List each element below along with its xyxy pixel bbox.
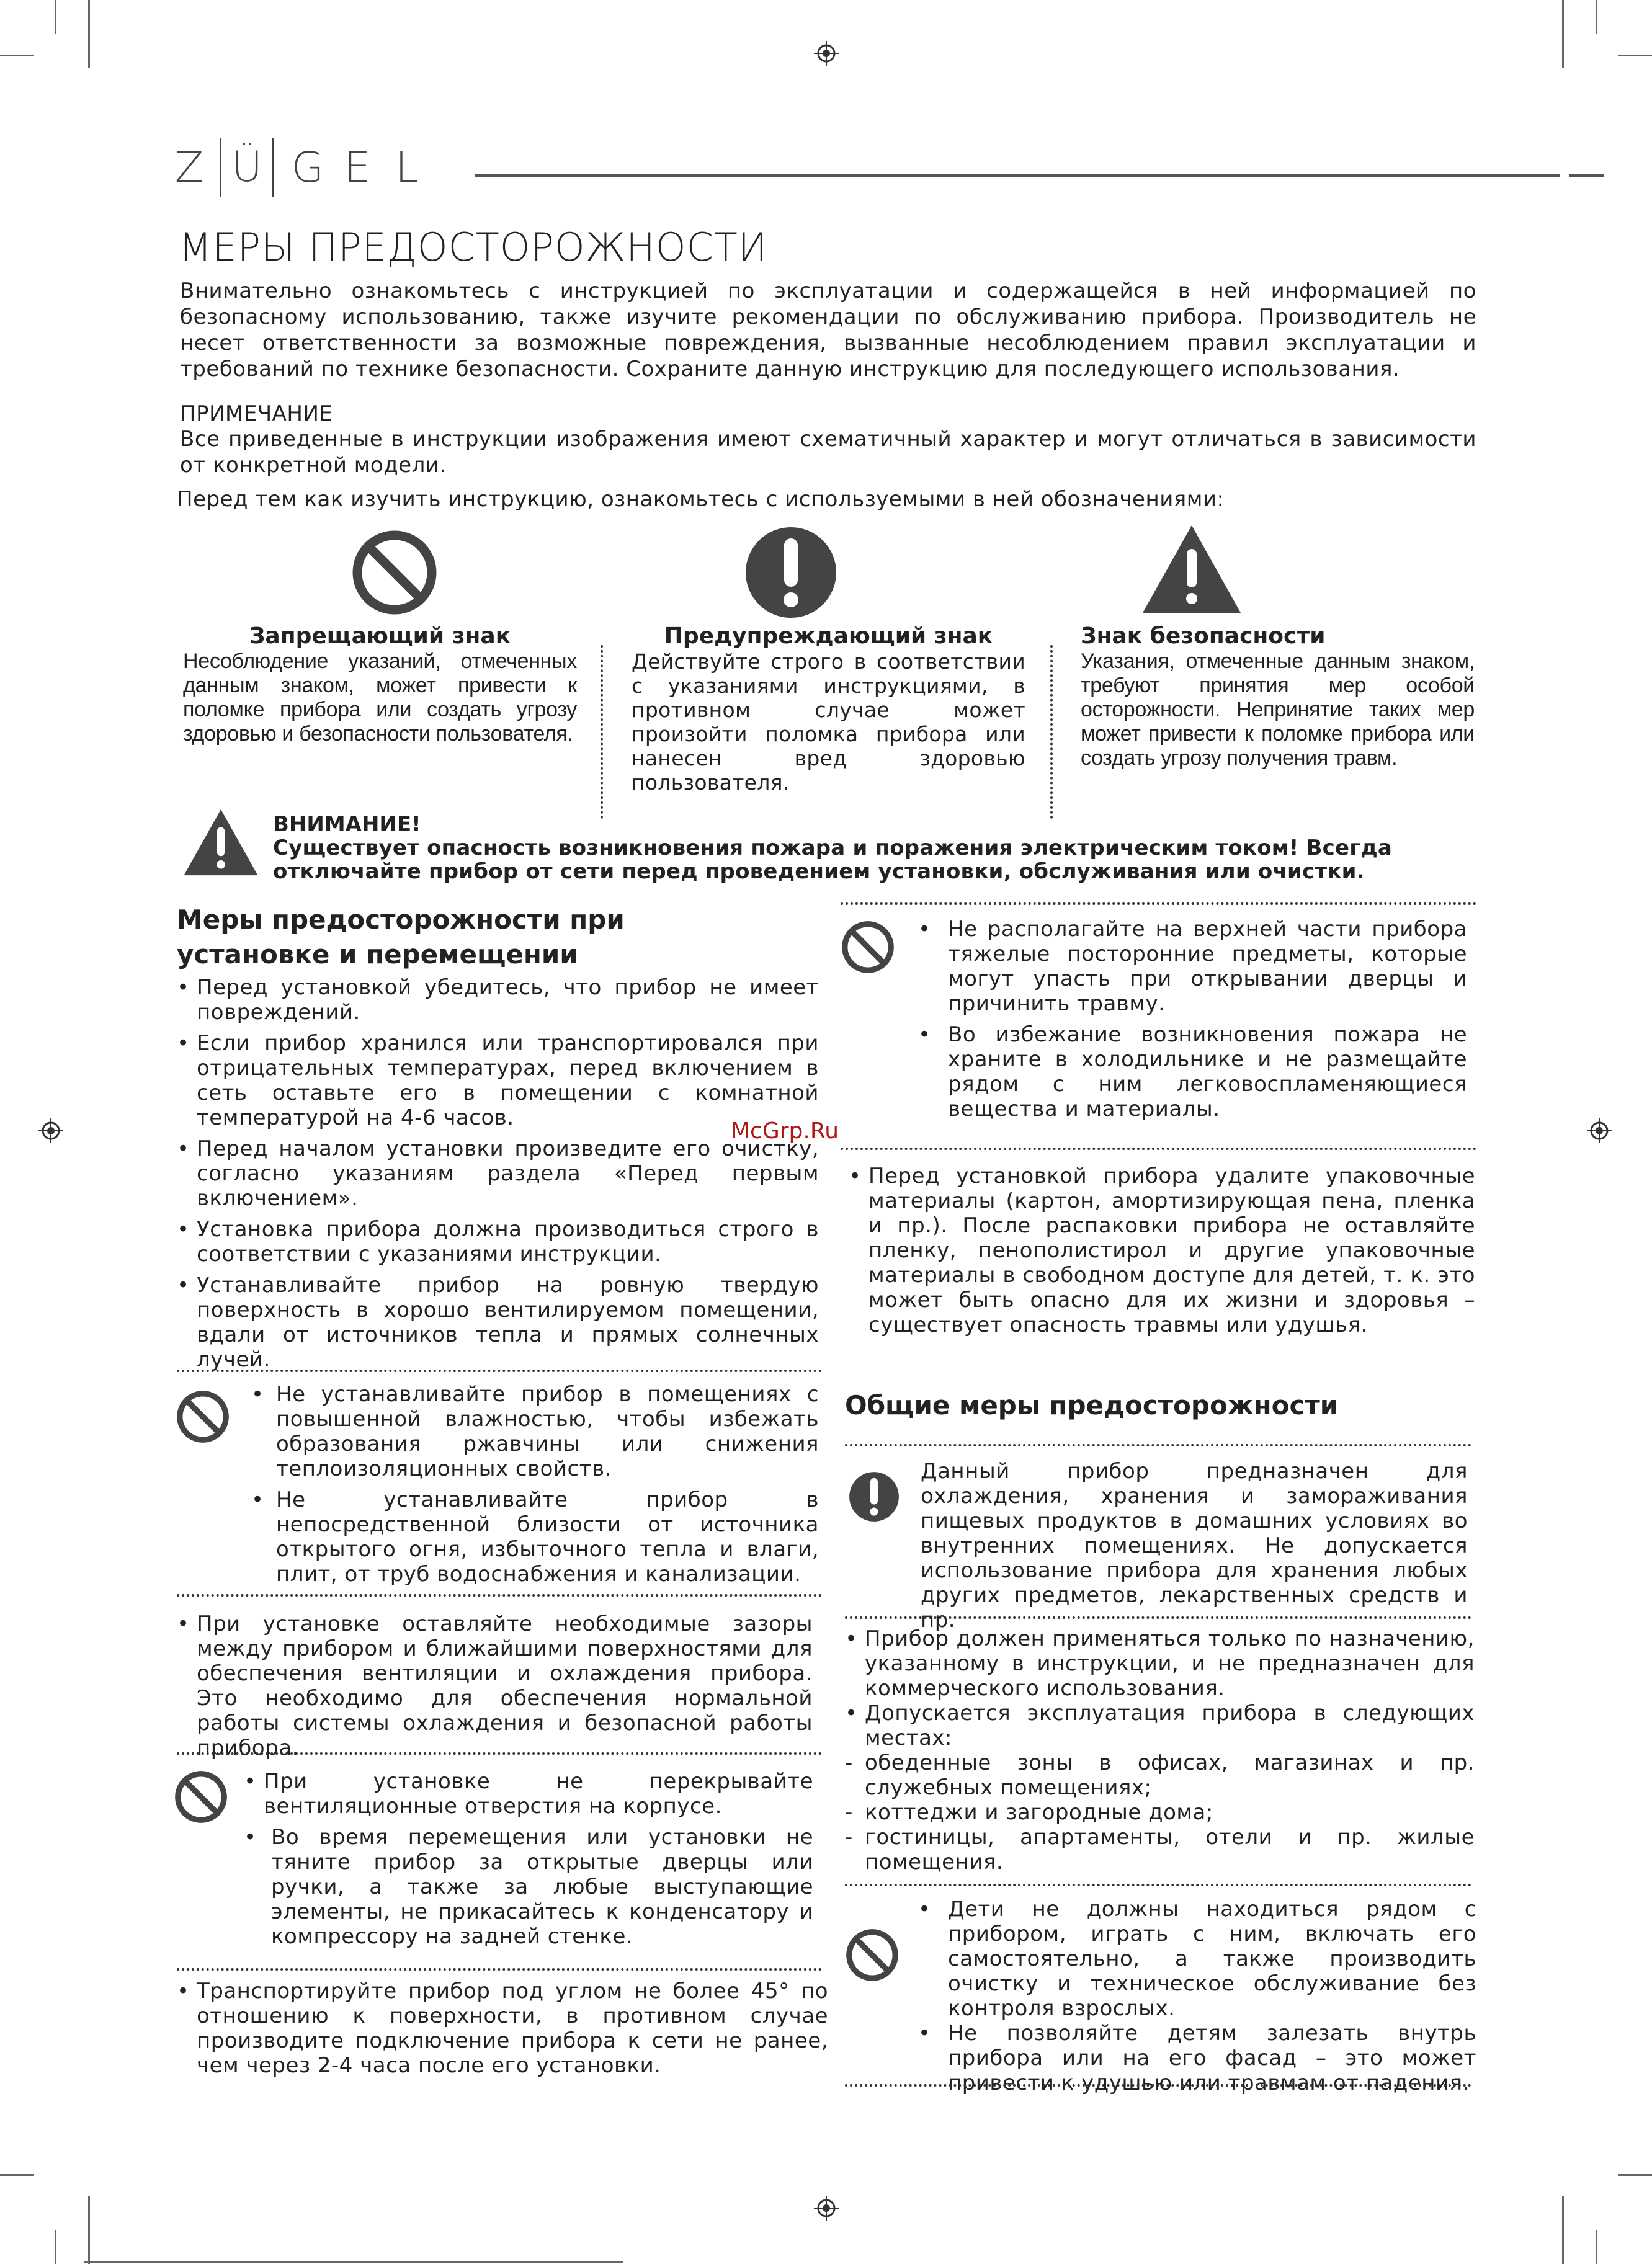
crop-mark <box>55 2230 56 2264</box>
note-text: Все приведенные в инструкции изображения имеют схематичный характер и могут отличаться в зависимости от конкретной модели. <box>180 427 1476 478</box>
usage-list <box>845 1626 1475 1874</box>
list-item: • Перед началом установки произведите его очистку, согласно указаниям раздела «Перед первым включением». <box>177 1136 819 1211</box>
note-heading: ПРИМЕЧАНИЕ <box>180 401 333 426</box>
list-item: • Не располагайте на верхней части прибора тяжелые посторонние предметы, которые могут упасть при открывании дверцы и причинить травму. <box>918 917 1467 1016</box>
list-item: • Перед установкой убедитесь, что прибор не имеет повреждений. <box>177 975 819 1025</box>
prohibition-list-1 <box>251 1382 819 1593</box>
logo-letter: L <box>395 143 419 192</box>
list-item: • Не позволяйте детям залезать внутрь прибора или на его фасад – это может привести к удушью или травмам от падения. <box>918 2021 1476 2095</box>
list-item: • Перед установкой прибора удалите упаковочные материалы (картон, амортизирующая пена, пленка и пр.). После распаковки прибора не оставляйте пленку, пенополистирол и другие упаковочные материалы в свободном доступе для детей, т. к. это может быть опасно для их жизни и здоровья – существует опасность травмы или удушья. <box>849 1164 1475 1337</box>
symbol-title: Запрещающий знак <box>249 623 511 649</box>
logo-letter: Z <box>174 143 204 192</box>
intro-paragraph: Внимательно ознакомьтесь с инструкцией по эксплуатации и содержащейся в ней информацией по безопасному использованию, также изучите рекомендации по обслуживанию прибора. Производитель не несет ответственности за возможные повреждения, вызванные несоблюдением правил эксплуатации и требований по технике безопасности. Сохраните данную инструкцию для последующего использования. <box>180 279 1476 381</box>
crop-mark <box>1562 0 1564 68</box>
installation-bullets <box>177 975 819 1378</box>
list-item: • Устанавливайте прибор на ровную твердую поверхность в хорошо вентилируемом помещении, вдали от источников тепла и прямых солнечных лучей. <box>177 1273 819 1372</box>
transport-bullet <box>177 1979 828 2084</box>
crop-mark <box>84 2261 623 2263</box>
prohibition-icon <box>176 1389 230 1444</box>
symbol-warning <box>632 623 1025 795</box>
packaging-bullet <box>849 1164 1475 1344</box>
logo-letter: E <box>344 143 371 192</box>
header-rule <box>475 174 1560 177</box>
crop-mark <box>0 2174 34 2176</box>
list-item: • Транспортируйте прибор под углом не более 45° по отношению к поверхности, в противном случае производите подключение прибора к сети не ранее, чем через 2-4 часа после его установки. <box>177 1979 828 2078</box>
logo-letter: G <box>291 143 324 192</box>
crop-mark <box>1618 55 1652 56</box>
watermark: McGrp.Ru <box>731 1118 839 1144</box>
symbol-text: Действуйте строго в соответствии с указаниями инструкциями, в противном случае может произойти поломка прибора или нанесен вред здоровью пользователя. <box>632 649 1025 795</box>
divider <box>177 1370 822 1372</box>
crop-mark <box>0 55 34 56</box>
purpose-text: Данный прибор предназначен для охлаждения, хранения и замораживания пищевых продуктов в домашних условиях во внутренних помещениях. Не допускается использование прибора для хранения любых других предметов, лекарственных средств и пр. <box>921 1459 1468 1633</box>
registration-mark-icon <box>814 2196 839 2221</box>
divider <box>841 1148 1476 1150</box>
crop-mark <box>88 0 90 68</box>
list-item: • Дети не должны находиться рядом с прибором, играть с ним, включать его самостоятельно, а также производить очистку и техническое обслуживание без контроля взрослых. <box>918 1897 1476 2021</box>
crop-mark <box>1562 2196 1564 2264</box>
crop-mark <box>55 0 56 34</box>
divider <box>177 1752 822 1755</box>
attention-block <box>273 813 1480 883</box>
prohibition-icon <box>174 1770 228 1824</box>
list-item: • Если прибор хранился или транспортировался при отрицательных температурах, перед включением в сеть оставьте его в помещении с комнатной температурой на 4-6 часов. <box>177 1031 819 1130</box>
crop-mark <box>1596 2230 1597 2264</box>
clearance-bullet <box>177 1611 813 1767</box>
symbol-title: Знак безопасности <box>1081 623 1326 649</box>
crop-mark <box>1596 0 1597 34</box>
divider <box>841 902 1476 905</box>
divider <box>1050 645 1053 819</box>
list-item: - гостиницы, апартаменты, отели и пр. жилые помещения. <box>845 1825 1475 1874</box>
prohibition-icon <box>841 920 895 974</box>
symbol-text: Указания, отмеченные данным знаком, требуют принятия мер особой осторожности. Непринятие таких мер может привести к поломке прибора или создать угрозу получения травм. <box>1081 649 1475 770</box>
list-item: • Установка прибора должна производиться строго в соответствии с указаниями инструкции. <box>177 1217 819 1267</box>
list-item: • Во избежание возникновения пожара не храните в холодильнике и не размещайте рядом с ним легковоспламеняющиеся вещества и материалы. <box>918 1022 1467 1121</box>
registration-mark-icon <box>1587 1118 1612 1143</box>
logo-letter-boxed: Ü <box>220 138 274 197</box>
divider <box>845 2084 1471 2087</box>
list-item: - обеденные зоны в офисах, магазинах и пр. служебных помещениях; <box>845 1750 1475 1800</box>
prohibition-icon <box>845 1928 900 1982</box>
crop-mark <box>1618 2174 1652 2176</box>
header-rule-end <box>1569 174 1604 177</box>
list-item: • Прибор должен применяться только по назначению, указанному в инструкции, и не предназначен для коммерческого использования. <box>845 1626 1475 1701</box>
symbol-safety <box>1081 623 1475 770</box>
list-item: • Не устанавливайте прибор в помещениях с повышенной влажностью, чтобы избежать образования ржавчины или снижения теплоизоляционных свойств. <box>251 1382 819 1481</box>
prohibition-list-3 <box>918 917 1467 1128</box>
brand-logo <box>167 136 432 198</box>
symbol-prohibition <box>183 623 577 746</box>
divider <box>845 1884 1471 1886</box>
list-item: • При установке не перекрывайте вентиляционные отверстия на корпусе. <box>244 1769 813 1819</box>
section-heading-installation: Меры предосторожности при установке и перемещении <box>177 904 625 969</box>
section-heading-general: Общие меры предосторожности <box>845 1390 1339 1420</box>
list-item: • Во время перемещения или установки не тяните прибор за открытые дверцы или ручки, а также за любые выступающие элементы, не прикасайтесь к конденсатору и компрессору на задней стенке. <box>244 1825 813 1949</box>
list-item: • Допускается эксплуатация прибора в следующих местах: <box>845 1701 1475 1750</box>
registration-mark-icon <box>814 41 839 66</box>
symbol-text: Несоблюдение указаний, отмеченных данным знаком, может привести к поломке прибора или создать угрозу здоровью и безопасности пользователя. <box>183 649 577 746</box>
attention-heading: ВНИМАНИЕ! <box>273 812 421 837</box>
warning-triangle-icon <box>1141 524 1242 614</box>
divider <box>177 1968 822 1971</box>
symbols-intro: Перед тем как изучить инструкцию, ознакомьтесь с используемыми в ней обозначениями: <box>177 487 1225 512</box>
divider <box>601 645 603 819</box>
page-title: МЕРЫ ПРЕДОСТОРОЖНОСТИ <box>179 225 768 270</box>
divider <box>845 1444 1471 1446</box>
list-item: - коттеджи и загородные дома; <box>845 1800 1475 1825</box>
prohibition-icon <box>350 528 439 617</box>
prohibition-list-2 <box>244 1769 813 1955</box>
exclamation-icon <box>744 526 837 619</box>
registration-mark-icon <box>38 1118 63 1143</box>
list-item: • При установке оставляйте необходимые зазоры между прибором и ближайшими поверхностями для обеспечения вентиляции и охлаждения прибора. Это необходимо для обеспечения нормальной работы системы охлаждения и безопасной работы прибора. <box>177 1611 813 1760</box>
attention-text: Существует опасность возникновения пожара и поражения электрическим током! Всегда отключайте прибор от сети перед проведением установки, обслуживания или очистки. <box>273 836 1393 884</box>
warning-triangle-icon <box>183 808 259 876</box>
symbol-title: Предупреждающий знак <box>664 623 993 649</box>
divider <box>177 1594 822 1597</box>
divider <box>845 1616 1471 1619</box>
prohibition-list-4 <box>918 1897 1476 2101</box>
exclamation-icon <box>849 1471 900 1522</box>
crop-mark <box>88 2196 90 2264</box>
list-item: • Не устанавливайте прибор в непосредственной близости от источника открытого огня, избыточного тепла и влаги, плит, от труб водоснабжения и канализации. <box>251 1487 819 1587</box>
